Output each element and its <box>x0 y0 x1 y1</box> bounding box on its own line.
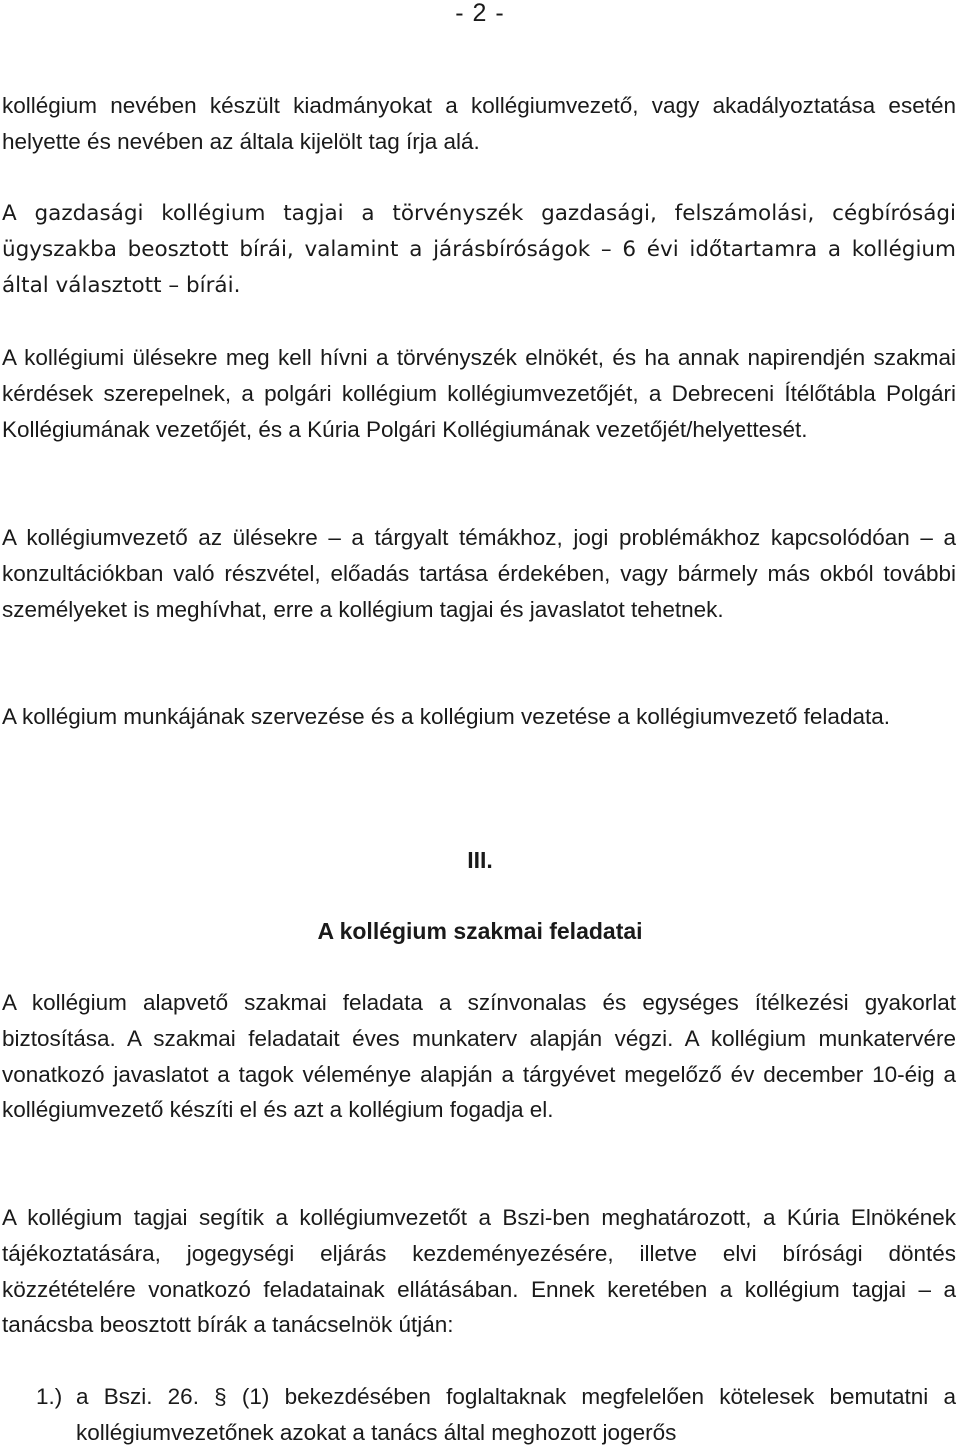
list-item-text: a Bszi. 26. § (1) bekezdésében foglaltaknak megfelelően kötelesek bemutatni a kollégiumvezetőnek azokat a tanács által meghozott jogerős <box>76 1384 956 1445</box>
paragraph: kollégium nevében készült kiadmányokat a kollégiumvezető, vagy akadályoztatása esetén helyette és nevében az általa kijelölt tag írja alá. <box>2 93 956 154</box>
paragraph: A kollégiumi ülésekre meg kell hívni a törvényszék elnökét, és ha annak napirendjén szakmai kérdések szerepelnek, a polgári kollégium kollégiumvezetőjét, a Debreceni Ítélőtábla Polgári Kollégiumának vezetőjét, és a Kúria Polgári Kollégiumának vezetőjét/helyettesét. <box>2 345 956 442</box>
paragraph: A kollégiumvezető az ülésekre – a tárgyalt témákhoz, jogi problémákhoz kapcsolódóan – a konzultációkban való részvétel, előadás tartása érdekében, vagy bármely más okból további személyeket is meghívhat, erre a kollégium tagjai és javaslatot tehetnek. <box>2 525 956 622</box>
list-item-number: 1.) <box>36 1384 63 1409</box>
section-number: III. <box>467 847 493 873</box>
paragraph: A kollégium alapvető szakmai feladata a színvonalas és egységes ítélkezési gyakorlat biztosítása. A szakmai feladatait éves munkaterv alapján végzi. A kollégium munkatervére vonatkozó javaslatot a tagok véleménye alapján a tárgyévet megelőző év december 10-éig a kollégiumvezető készíti el és azt a kollégium fogadja el. <box>2 990 956 1123</box>
paragraph: A gazdasági kollégium tagjai a törvényszék gazdasági, felszámolási, cégbírósági ügyszakba beosztott bírái, valamint a járásbíróságok – 6 évi időtartamra a kollégium által választott – bírái. <box>2 201 956 298</box>
paragraph: A kollégium tagjai segítik a kollégiumvezetőt a Bszi-ben meghatározott, a Kúria Elnökének tájékoztatására, jogegységi eljárás kezdeményezésére, illetve elvi bírósági döntés közzétételére vonatkozó feladatainak ellátásában. Ennek keretében a kollégium tagjai – a tanácsba beosztott bírák a tanácselnök útján: <box>2 1205 956 1338</box>
paragraph: A kollégium munkájának szervezése és a kollégium vezetése a kollégiumvezető feladata. <box>2 704 890 729</box>
section-title: A kollégium szakmai feladatai <box>317 918 643 944</box>
page-number: - 2 - <box>455 0 505 27</box>
